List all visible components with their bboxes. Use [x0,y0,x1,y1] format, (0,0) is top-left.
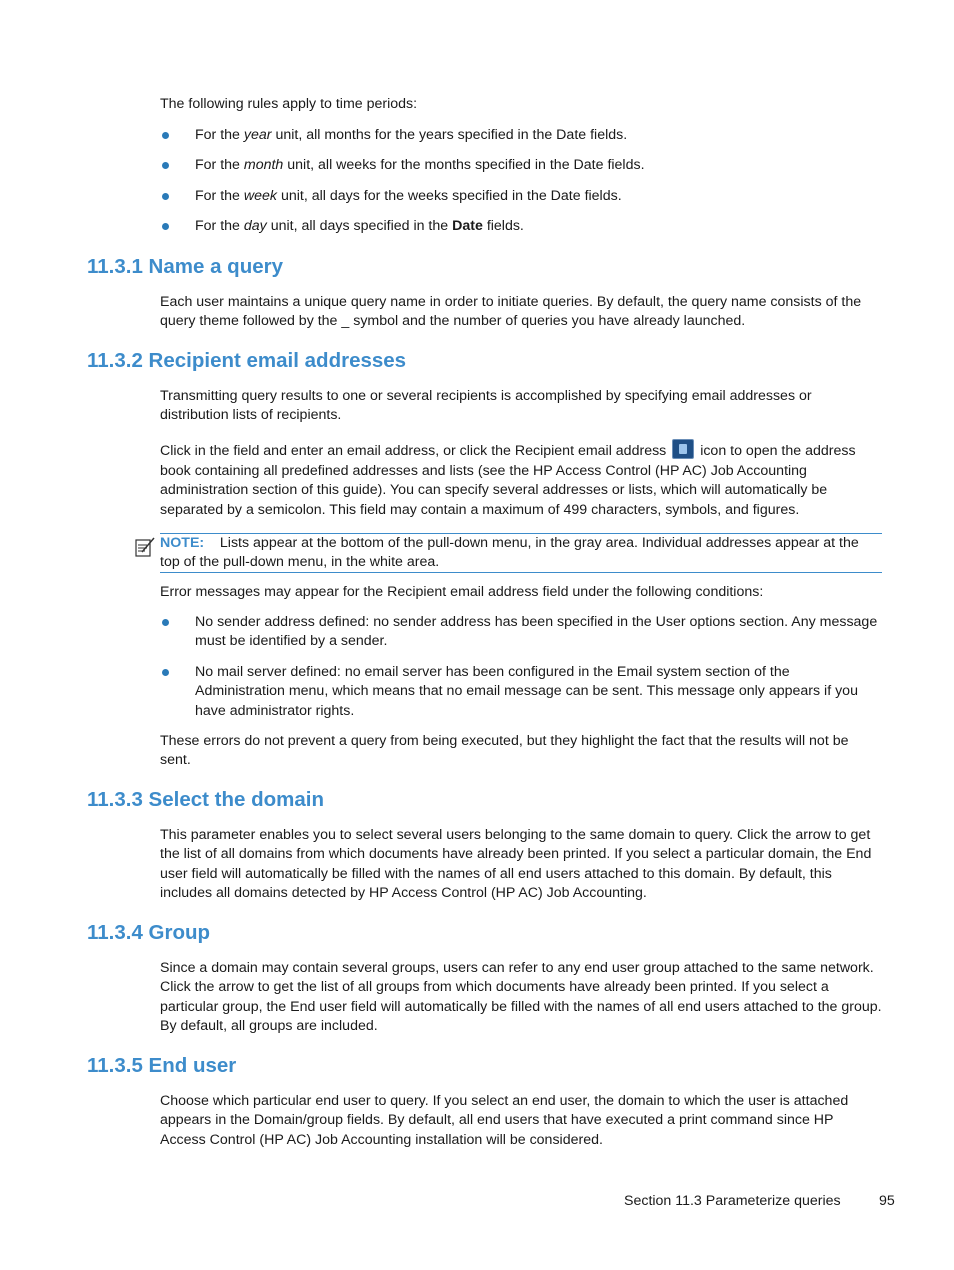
paragraph: This parameter enables you to select several users belonging to the same domain to query. Click the arrow to get the list of all domains from which documents have already been printed. If you select a particular domain, the End user field will automatically be filled with the names of all end users attached to this domain. By default, this includes all domains detected by HP Access Control (HP AC) Job Accounting. [160,827,872,901]
paragraph: Error messages may appear for the Recipient email address field under the following conditions: [160,584,764,600]
note-box [160,533,882,573]
section-heading: 11.3.1 Name a query [87,255,284,278]
section-heading: 11.3.2 Recipient email addresses [87,349,407,372]
paragraph: Click in the field and enter an email address, or click the Recipient email address icon to open the address book containing all predefined addresses and lists (see the HP Access Control (HP AC) Job Accounting administration section of this guide). You can specify several addresses or lists, which will automatically be separated by a semicolon. This field may contain a maximum of 499 characters, symbols, and figures. [160,439,882,520]
intro-text: The following rules apply to time periods: [160,96,418,112]
section-heading: 11.3.3 Select the domain [87,788,324,811]
bullet-icon [162,619,169,626]
page-number: 95 [879,1193,895,1209]
section-heading: 11.3.4 Group [87,921,211,944]
footer-section-label: Section 11.3 Parameterize queries [624,1193,841,1209]
note-text: Lists appear at the bottom of the pull-down menu, in the gray area. Individual addresses appear at the top of the pull-down menu, in the white area. [160,535,859,571]
note-label: NOTE: [160,535,205,551]
bullet-icon [162,193,169,200]
bullet-icon [162,132,169,139]
bullet-icon [162,669,169,676]
paragraph: These errors do not prevent a query from being executed, but they highlight the fact that the results will not be sent. [160,733,849,769]
paragraph: Transmitting query results to one or several recipients is accomplished by specifying email addresses or distribution lists of recipients. [160,388,812,424]
section-heading: 11.3.5 End user [87,1054,237,1077]
address-book-icon [672,439,694,459]
document-page: The following rules apply to time periods: For the year unit, all months for the years specified in the Date fields. For the month unit, all weeks for the months specified in the Date fields. For the week unit, all days for the weeks specified in the Date fields. For the day unit, all days specified in the Date fields. 11.3.1 Name a query Each user maintains a unique query name in order to initiate queries. By default, the query name consists of the query theme followed by the _ symbol and the number of queries you have already launched. 11.3.2 Recipient email addresses Transmitting query results to one or several recipients is accomplished by specifying email addresses or distribution lists of recipients. Click in the field and enter an email address, or click the Recipient email address icon to open the address book containing all predefined addresses and lists (see the HP Access Control (HP AC) Job Accounting administration section of this guide). You can specify several addresses or lists, which will automatically be separated by a semicolon. This field may contain a maximum of 499 characters, symbols, and figures. NOTE: Lists appear at the bottom of the pull-down menu, in the gray area. Individual addresses appear at the top of the pull-down menu, in the white area. Error messages may appear for the Recipient email address field under the following conditions: No sender address defined: no sender address has been specified in the User options section. Any message must be identified by a sender. No mail server defined: no email server has been configured in the Email system section of the Administration menu, which means that no email message can be sent. This message only appears if you have administrator rights. These errors do not prevent a query from being executed, but they highlight the fact that the results will not be sent. 11.3.3 Select the domain This parameter enables you to select several users belonging to the same domain to query. Click the arrow to get the list of all domains from which documents have already been printed. If you select a particular domain, the End user field will automatically be filled with the names of all end users attached to this domain. By default, this includes all domains detected by HP Access Control (HP AC) Job Accounting. 11.3.4 Group Since a domain may contain several groups, users can refer to any end user group attached to the same network. Click the arrow to get the list of all groups from which documents have already been printed. If you select a particular group, the End user field will automatically be filled with the names of all end users attached to the group. By default, all groups are included. 11.3.5 End user Choose which particular end user to query. If you select an end user, the domain to which the user is attached appears in the Domain/group fields. By default, all end users that have executed a print command since HP Access Control (HP AC) Job Accounting installation will be considered. Section 11.3 Parameterize queries 95 [87,96,895,1209]
paragraph: Each user maintains a unique query name in order to initiate queries. By default, the query name consists of the query theme followed by the _ symbol and the number of queries you have already launched. [160,294,862,330]
bullet-icon [162,162,169,169]
bullet-icon [162,223,169,230]
note-icon [134,536,156,558]
paragraph: Choose which particular end user to query. If you select an end user, the domain to which the user is attached appears in the Domain/group fields. By default, all end users that have executed a print command since HP Access Control (HP AC) Job Accounting installation will be considered. [160,1093,849,1148]
paragraph: Since a domain may contain several groups, users can refer to any end user group attached to the same network. Click the arrow to get the list of all groups from which documents have already been printed. If you select a particular group, the End user field will automatically be filled with the names of all end users attached to the group. By default, all groups are included. [160,960,882,1034]
